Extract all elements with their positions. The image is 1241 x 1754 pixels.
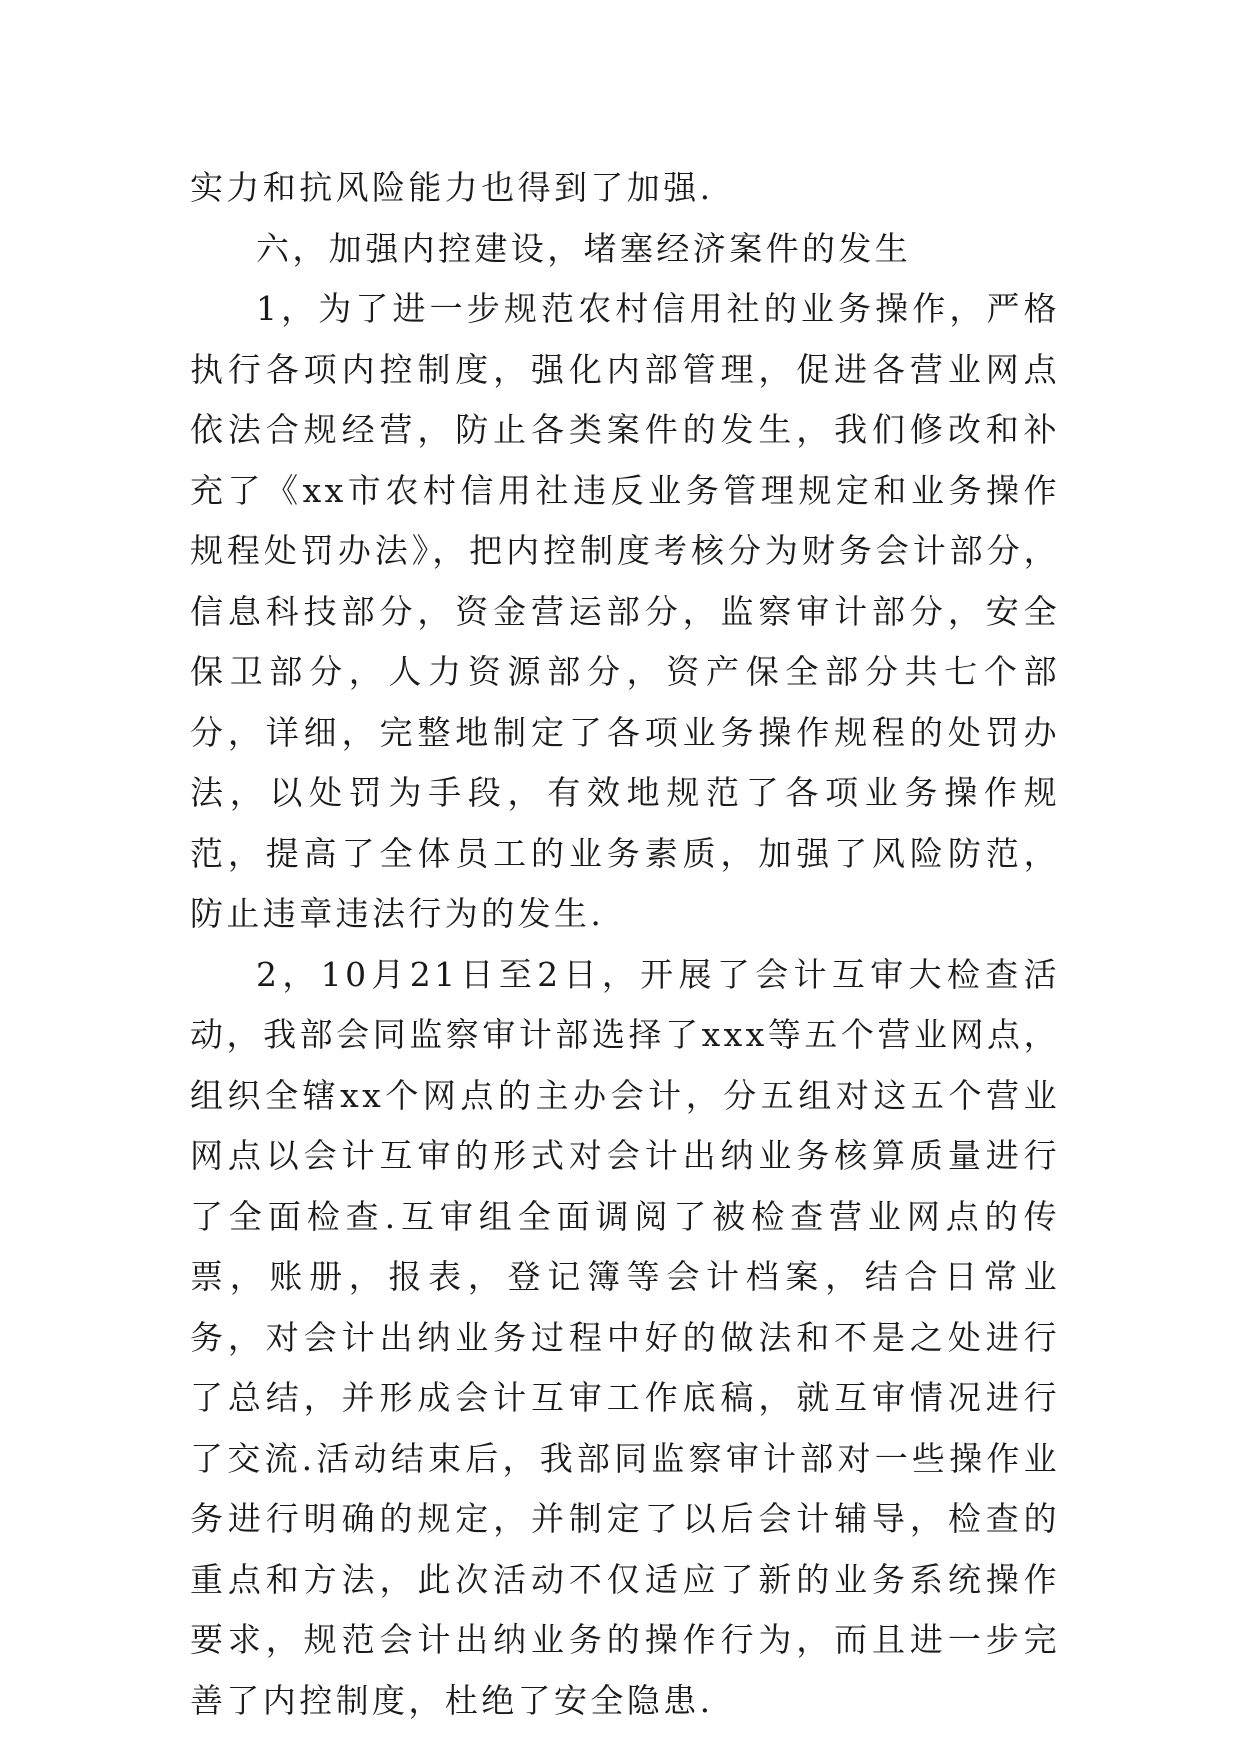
document-body	[190, 158, 1060, 1731]
paragraph-item-1: 1，为了进一步规范农村信用社的业务操作，严格执行各项内控制度，强化内部管理，促进各营业网点依法合规经营，防止各类案件的发生，我们修改和补充了《xx市农村信用社违反业务管理规定和业务操作规程处罚办法》，把内控制度考核分为财务会计部分，信息科技部分，资金营运部分，监察审计部分，安全保卫部分，人力资源部分，资产保全部分共七个部分，详细，完整地制定了各项业务操作规程的处罚办法，以处罚为手段，有效地规范了各项业务操作规范，提高了全体员工的业务素质，加强了风险防范，防止违章违法行为的发生.	[190, 289, 1060, 933]
paragraph-continuation: 实力和抗风险能力也得到了加强.	[190, 168, 714, 207]
section-heading: 六，加强内控建设，堵塞经济案件的发生	[256, 228, 912, 268]
paragraph-item-2: 2，10月21日至2日，开展了会计互审大检查活动，我部会同监察审计部选择了xxx等五个营业网点，组织全辖xx个网点的主办会计，分五组对这五个营业网点以会计互审的形式对会计出纳业务核算质量进行了全面检查.互审组全面调阅了被检查营业网点的传票，账册，报表，登记簿等会计档案，结合日常业务，对会计出纳业务过程中好的做法和不是之处进行了总结，并形成会计互审工作底稿，就互审情况进行了交流.活动结束后，我部同监察审计部对一些操作业务进行明确的规定，并制定了以后会计辅导，检查的重点和方法，此次活动不仅适应了新的业务系统操作要求，规范会计出纳业务的操作行为，而且进一步完善了内控制度，杜绝了安全隐患.	[190, 954, 1060, 1720]
